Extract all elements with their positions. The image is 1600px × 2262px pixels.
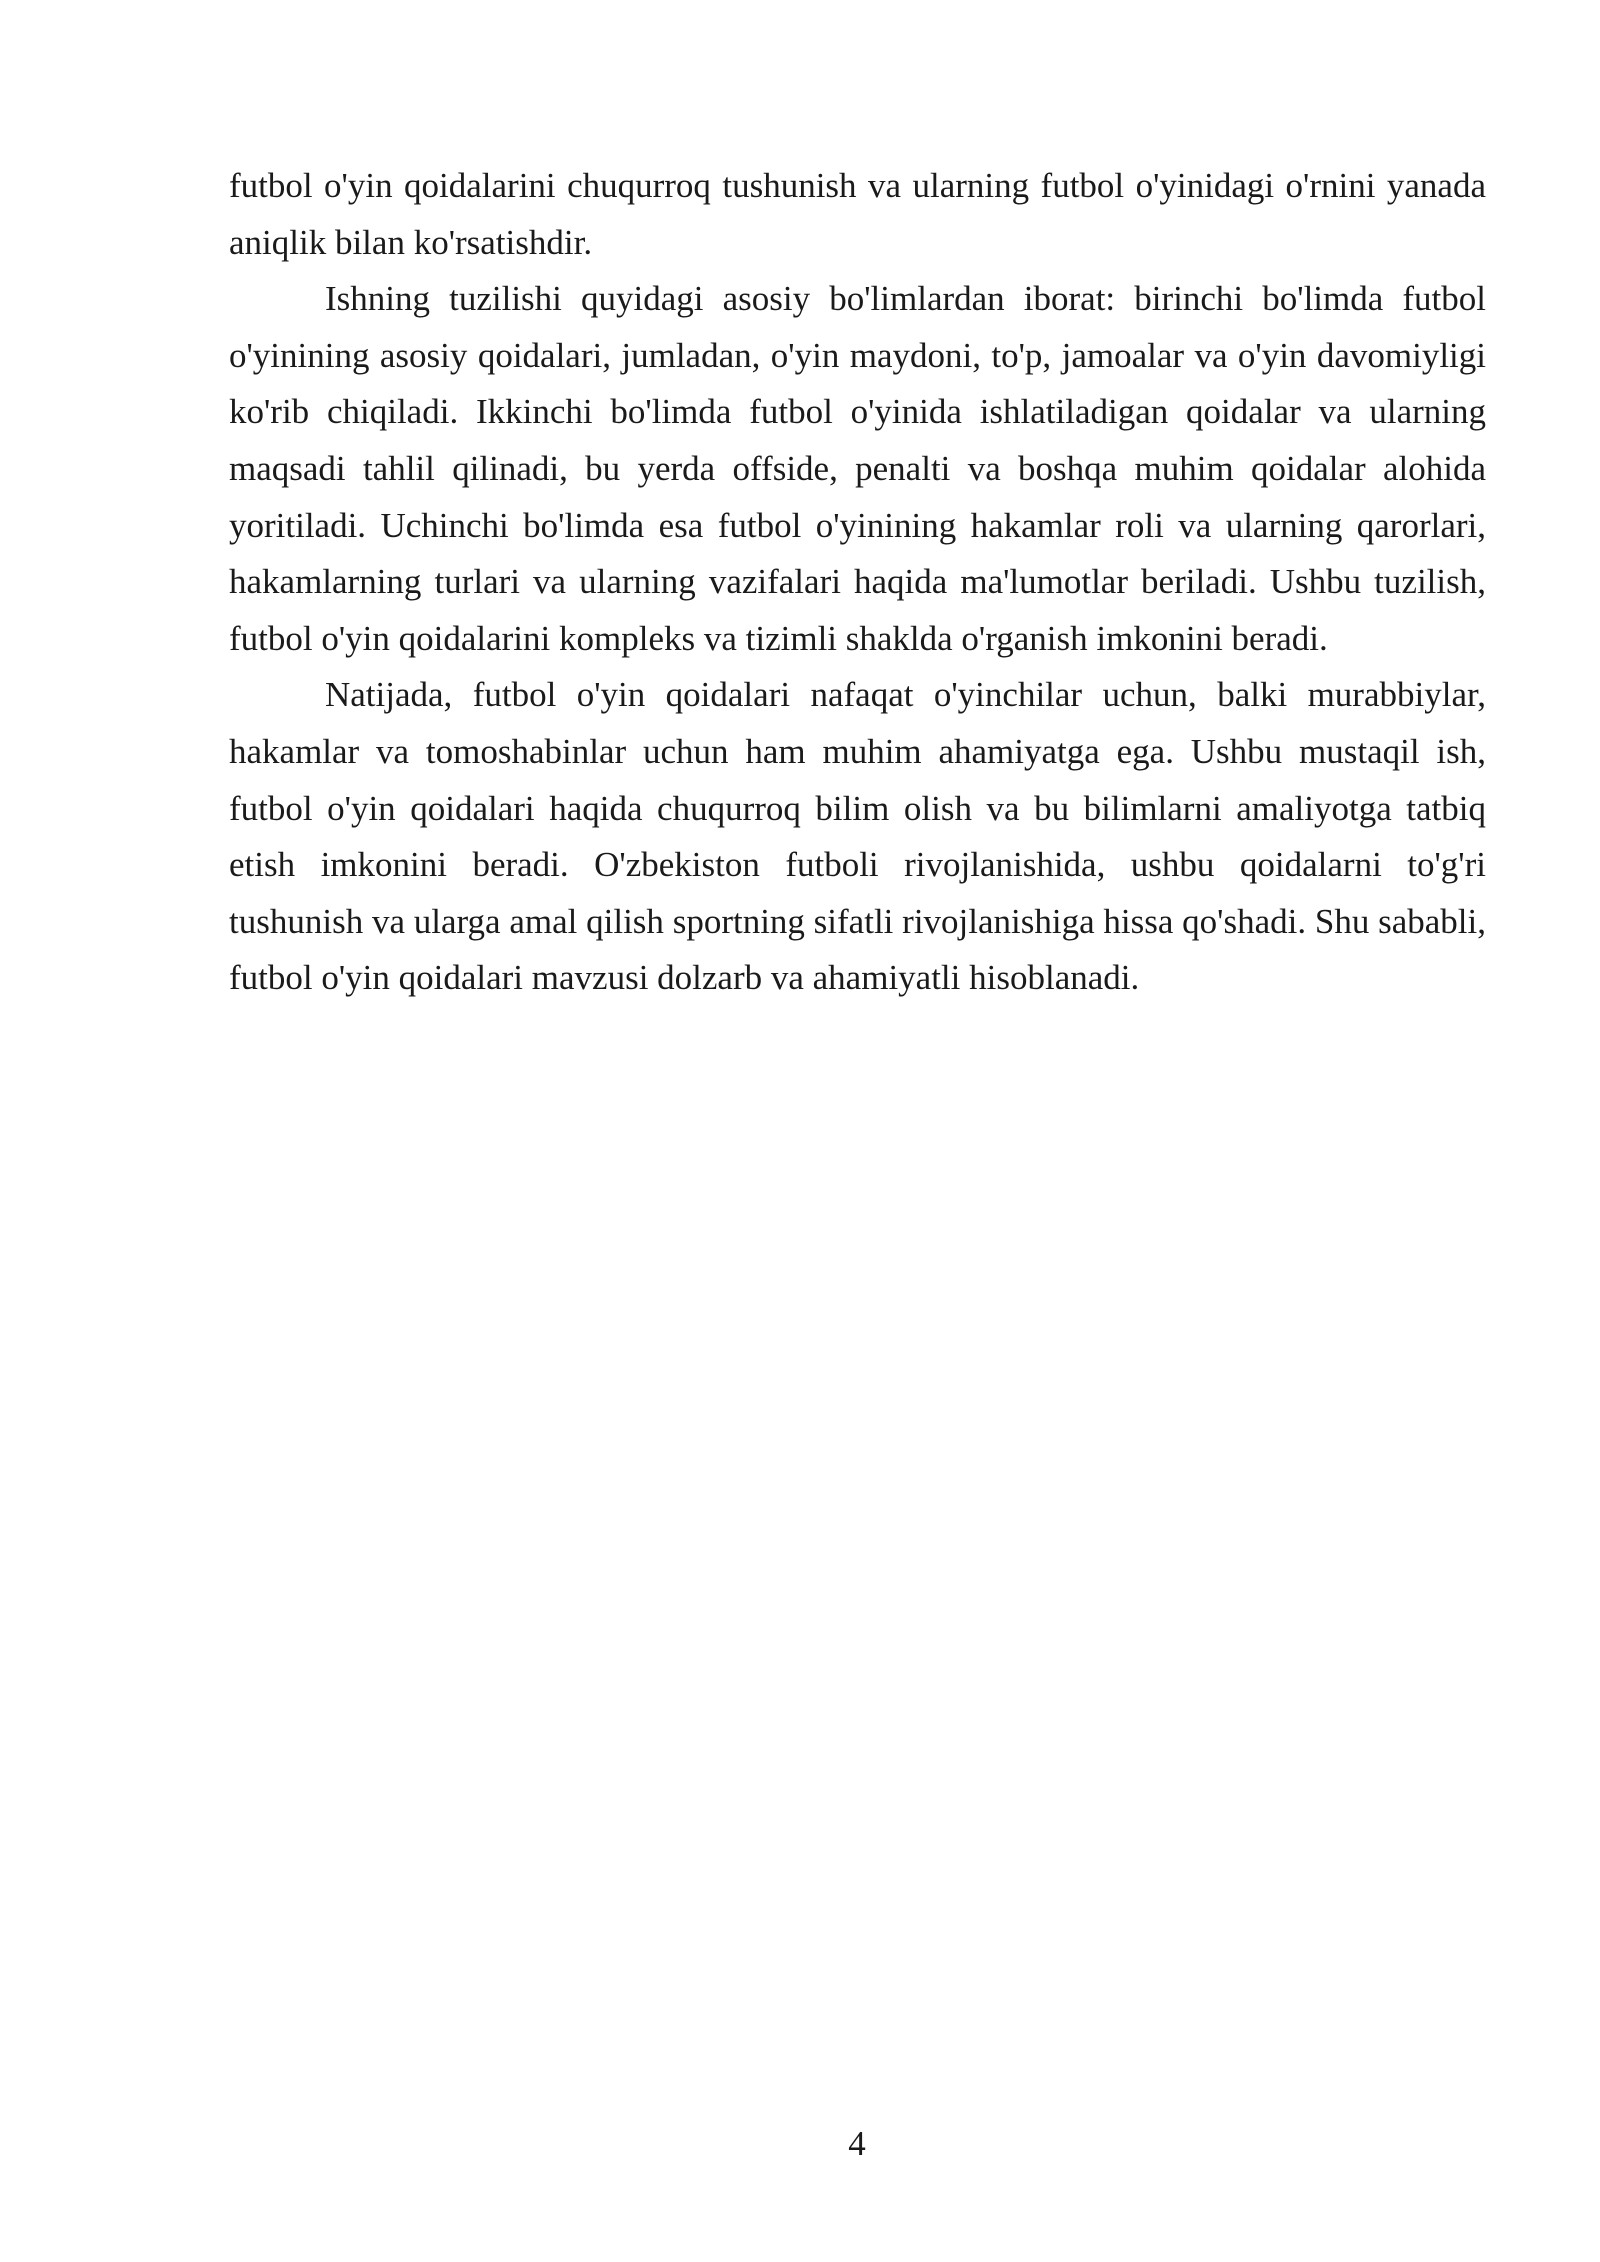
page-number: 4: [848, 2124, 866, 2163]
paragraph-conclusion: Natijada, futbol o'yin qoidalari nafaqat o'yinchilar uchun, balki murabbiylar, hakamlar va tomoshabinlar uchun ham muhim ahamiyatga ega. Ushbu mustaqil ish, futbol o'yin qoidalari haqida chuqurroq bilim olish va bu bilimlarni amaliyotga tatbiq etish imkonini beradi. O'zbekiston futboli rivojlanishida, ushbu qoidalarni to'g'ri tushunish va ularga amal qilish sportning sifatli rivojlanishiga hissa qo'shadi. Shu sababli, futbol o'yin qoidalari mavzusi dolzarb va ahamiyatli hisoblanadi.: [229, 675, 1486, 998]
paragraph-structure: Ishning tuzilishi quyidagi asosiy bo'limlardan iborat: birinchi bo'limda futbol o'yinining asosiy qoidalari, jumladan, o'yin maydoni, to'p, jamoalar va o'yin davomiyligi ko'rib chiqiladi. Ikkinchi bo'limda futbol o'yinida ishlatiladigan qoidalar va ularning maqsadi tahlil qilinadi, bu yerda offside, penalti va boshqa muhim qoidalar alohida yoritiladi. Uchinchi bo'limda esa futbol o'yinining hakamlar roli va ularning qarorlari, hakamlarning turlari va ularning vazifalari haqida ma'lumotlar beriladi. Ushbu tuzilish, futbol o'yin qoidalarini kompleks va tizimli shaklda o'rganish imkonini beradi.: [229, 279, 1486, 658]
body-text: [229, 158, 1486, 1007]
paragraph-continuation: futbol o'yin qoidalarini chuqurroq tushunish va ularning futbol o'yinidagi o'rnini yanada aniqlik bilan ko'rsatishdir.: [229, 166, 1486, 262]
